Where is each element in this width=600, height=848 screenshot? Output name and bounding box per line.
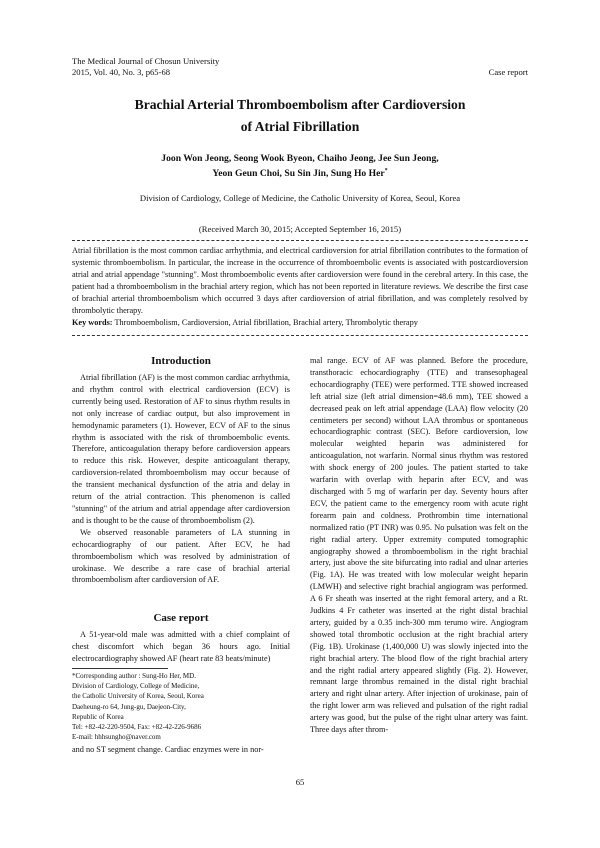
introduction-body: [72, 372, 290, 586]
abstract: Atrial fibrillation is the most common cardiac arrhythmia, and electrical cardioversion for atrial fibrillation contributes to the formation of systemic thromboembolism. In particular, the increase in the occurrence of thromboembolic events is associated with postcardioversion atrial and atrial appendage "stunning". Most thromboembolic events after cardioversion were found in the cerebral artery. In this case, the patient had a thromboembolism in the brachial artery region, which has not been reported in literature reviews. We describe the first case of brachial arterial thromboembolism which occurred 3 days after cardioversion of atrial fibrillation, and was completely resolved by thrombolytic therapy.: [72, 246, 528, 315]
authors-line-2: [72, 166, 528, 181]
case-report-right-column: mal range. ECV of AF was planned. Before the procedure, transthoracic echocardiography (TTE) and transesophageal echocardiography (TEE) were performed. TTE showed increased left atrial size (left atrial dimension=48.6 mm), TEE showed a decreased peak on left atrial appendage (LAA) flow velocity (20 centimeters per second) without LAA thrombus or spontaneous echocardiographic contrast (SEC). Before cardioversion, low molecular weighted heparin was administered for anticoagulation, not warfarin. Normal sinus rhythm was restored with shock energy of 200 joules. The patient started to take warfarin with overlap with heparin after ECV, and was discharged with 5 mg of warfarin per day. Seventy hours after ECV, the patient came to the emergency room with acute right forearm pain and coldness. Prothrombin time international normalized ratio (PT INR) was 0.95. No pulsation was felt on the right radial artery. Upper extremity computed tomographic angiography showed a thromboembolism in the right brachial artery, just above the site bifurcating into radial and ulnar arteries (Fig. 1A). He was treated with low molecular weight heparin (LMWH) and selective right brachial angiogram was performed. A 6 Fr sheath was inserted at the right femoral artery, and a Rt. Judkins 4 Fr catheter was inserted at the right distal brachial artery, guided by a 0.35 inch-300 mm terumo wire. Angiogram showed total thrombotic occlusion at the right brachial artery (Fig. 1B). Urokinase (1,400,000 U) was slowly injected into the right brachial artery. The blood flow of the right brachial artery and the right radial artery appeared slightly (Fig. 2). However, remnant large thrombus remained in the distal right brachial artery and right ulnar artery. After injection of urokinase, pain of the right lower arm was relieved and pulsation of the right radial artery was good, but the pulse of the right ulnar artery was faint. Three days after throm-: [310, 356, 528, 735]
title-line-1: Brachial Arterial Thromboembolism after Cardioversion: [134, 97, 466, 112]
received-dates: (Received March 30, 2015; Accepted September 16, 2015): [198, 224, 402, 234]
case-report-continuation: and no ST segment change. Cardiac enzymes were in nor-: [72, 745, 264, 754]
case-report-paragraph-1: A 51-year-old male was admitted with a chief complaint of chest discomfort which began 36 hours ago. Initial electrocardiography showed AF (heart rate 83 beats/minute): [72, 630, 290, 663]
journal-citation: 2015, Vol. 40, No. 3, p65-68: [72, 67, 171, 77]
keywords: [72, 318, 528, 327]
authors-line-1: Joon Won Jeong, Seong Wook Byeon, Chaiho Jeong, Jee Sun Jeong,: [161, 153, 439, 164]
article-title: [72, 94, 528, 138]
abstract-bottom-divider: [72, 335, 528, 336]
footnote-line: the Catholic University of Korea, Seoul, Korea: [72, 692, 204, 701]
footnote: [72, 671, 290, 742]
case-report-body: [72, 629, 290, 665]
footnote-line: E-mail: hhhsungho@naver.com: [72, 733, 161, 742]
footnote-line: Division of Cardiology, College of Medicine,: [72, 682, 200, 691]
authors-line-2-text: Yeon Geun Choi, Su Sin Jin, Sung Ho Her: [212, 168, 385, 179]
footnote-line: Tel: +82-42-220-9504, Fax: +82-42-226-9686: [72, 723, 202, 732]
author-list: [72, 151, 528, 181]
footnote-line: Daeheung-ro 64, Jung-gu, Daejeon-City,: [72, 702, 186, 711]
page-number: 65: [295, 777, 305, 787]
title-line-2: of Atrial Fibrillation: [240, 119, 360, 134]
journal-header: [72, 56, 219, 78]
journal-name: The Medical Journal of Chosun University: [72, 56, 220, 66]
case-report-heading: Case report: [153, 612, 209, 624]
keywords-text: Thromboembolism, Cardioversion, Atrial fibrillation, Brachial artery, Thrombolytic therapy: [114, 318, 418, 327]
footnote-divider: [72, 668, 168, 669]
affiliation: Division of Cardiology, College of Medicine, the Catholic University of Korea, Seoul, Korea: [139, 193, 461, 203]
corresponding-mark: *: [384, 167, 388, 174]
introduction-paragraph-2: We observed reasonable parameters of LA stunning in echocardiography of our patient. After ECV, he had thromboembolism which was resolved by administration of urokinase. We describe a rare case of brachial arterial thromboembolism after cardioversion of AF.: [72, 527, 290, 585]
article-type: Case report: [488, 67, 528, 77]
introduction-paragraph-1: Atrial fibrillation (AF) is the most common cardiac arrhythmia, and rhythm control with electrical cardioversion (ECV) is currently being used. Restoration of AF to sinus rhythm results in not only increase of cardiac output, but also improvement in hemodynamic parameters (1). However, ECV of AF to the sinus rhythm is associated with the risk of thromboembolic events. Therefore, anticoagulation therapy before cardioversion appears to reduce this risk. However, despite anticoagulant therapy, cardioversion-related thromboembolism may occur because of the transient mechanical dysfunction of the atria and delay in return of the atrial contraction. This phenomenon is called "stunning" of the atrium and atrial appendage after cardioversion and is thought to be the cause of thromboembolism (2).: [72, 373, 290, 525]
abstract-top-divider: [72, 240, 528, 241]
introduction-heading: Introduction: [151, 355, 211, 367]
keywords-label: Key words:: [72, 318, 113, 327]
footnote-line: Republic of Korea: [72, 712, 124, 721]
footnote-line: *Corresponding author : Sung-Ho Her, MD.: [72, 672, 196, 680]
